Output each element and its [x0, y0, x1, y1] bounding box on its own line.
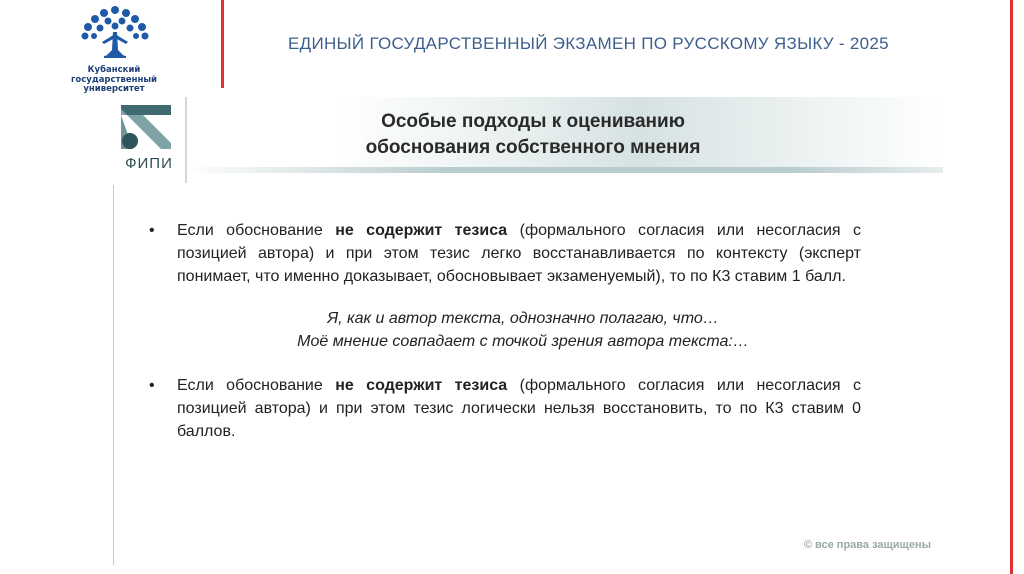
- bullet-2-bold: не содержит тезиса: [335, 377, 508, 394]
- slide-title-line-1: Особые подходы к оцениванию: [381, 111, 685, 132]
- fipi-emblem-icon: [121, 105, 177, 153]
- bullet-1: [149, 219, 861, 288]
- university-name-line-2: государственный: [70, 74, 158, 85]
- red-divider-right: [1010, 0, 1013, 574]
- bullet-dot: •: [149, 377, 155, 394]
- examples: [173, 307, 873, 353]
- slide-left-rule: [113, 185, 114, 565]
- bullet-1-post: (формального согласия или несогласия с позицией автора) и при этом тезис легко восстанавливается по контексту (эксперт понимает, что именно доказывает, обосновывает экзаменуемый), то по К3 ставим 1 балл.: [177, 222, 862, 285]
- bullet-dot: •: [149, 222, 155, 239]
- copyright-note: © все права защищены: [803, 539, 931, 551]
- bullet-1-bold: не содержит тезиса: [335, 222, 508, 239]
- red-divider-left: [221, 0, 224, 88]
- bullet-2-text: [177, 374, 861, 443]
- university-name-line-3: университет: [83, 84, 145, 94]
- fipi-logo: [113, 97, 187, 183]
- slide-title-line-2: обоснования собственного мнения: [365, 137, 701, 158]
- bullet-2: [149, 374, 861, 443]
- bullet-2-pre: Если обоснование: [177, 377, 336, 394]
- bullet-2-post: (формального согласия или несогласия с позицией автора) и при этом тезис логически нельзя восстановить, то по К3 ставим 0 баллов.: [177, 377, 862, 440]
- header-title: ЕДИНЫЙ ГОСУДАРСТВЕННЫЙ ЭКЗАМЕН ПО РУССКОМУ ЯЗЫКУ - 2025: [288, 34, 889, 53]
- university-name-line-1: Кубанский: [87, 65, 141, 75]
- university-name: [64, 66, 164, 95]
- example-2: Моё мнение совпадает с точкой зрения автора текста:…: [297, 333, 749, 350]
- slide-title: [283, 109, 783, 161]
- bullet-1-text: [177, 219, 861, 288]
- slide: [113, 97, 943, 565]
- slide-banner-stripe: [183, 167, 943, 173]
- example-1: Я, как и автор текста, однозначно полагаю, что…: [327, 310, 719, 327]
- tree-icon: [74, 4, 156, 64]
- university-logo: [72, 4, 158, 96]
- fipi-label: ФИПИ: [125, 155, 173, 172]
- bullet-1-pre: Если обоснование: [177, 222, 336, 239]
